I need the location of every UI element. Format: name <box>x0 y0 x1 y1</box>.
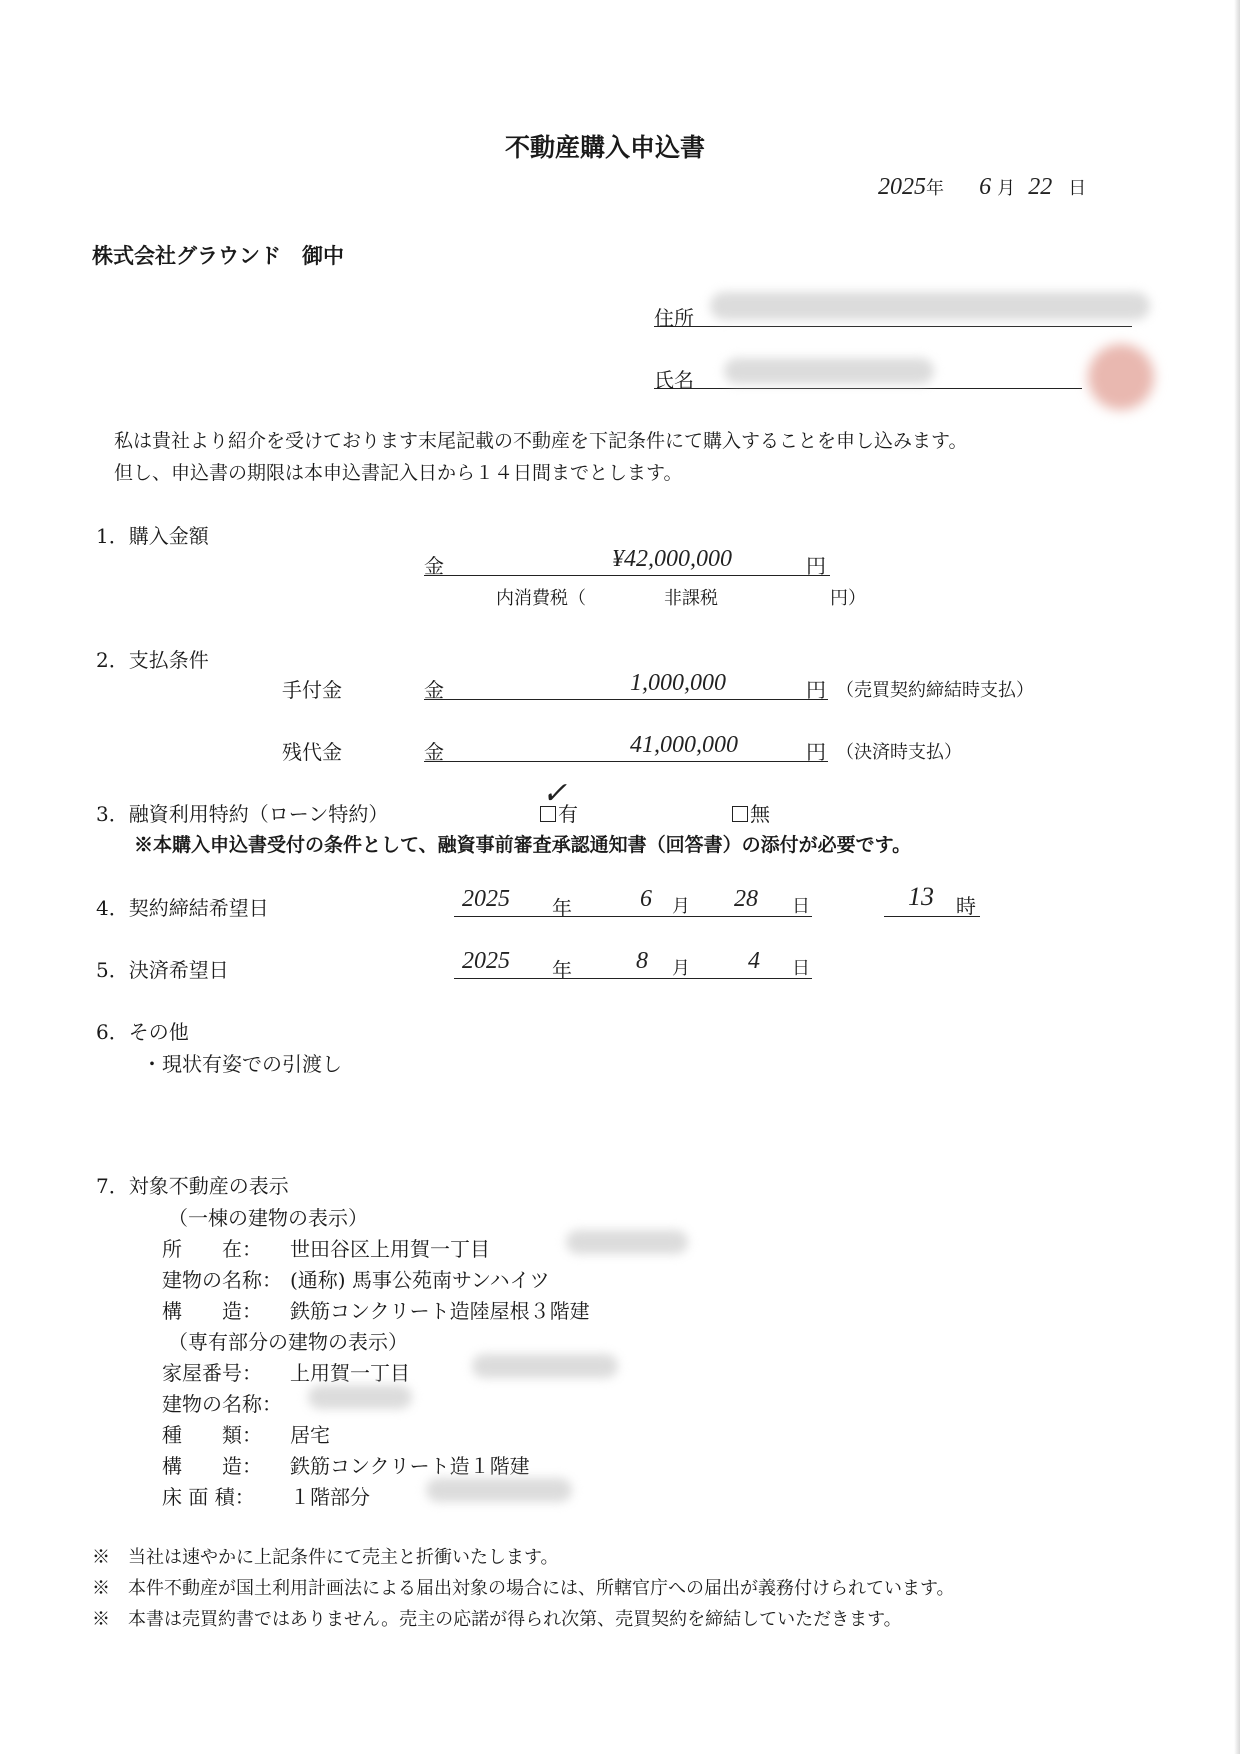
tax-close: 円） <box>830 588 866 609</box>
settlement-year-unit: 年 <box>552 958 572 982</box>
loan-note: ※本購入申込書受付の条件として、融資事前審査承認通知書（回答書）の添付が必要です。 <box>134 834 912 856</box>
intro-line-1: 私は貴社より紹介を受けております末尾記載の不動産を下記条件にて購入することを申し込みます。 <box>114 430 968 452</box>
deposit-label: 手付金 <box>282 678 342 702</box>
building-name-value: (通称) 馬事公苑南サンハイツ <box>290 1268 550 1292</box>
redacted-unit-name <box>308 1385 412 1409</box>
section-6-heading: 6．その他 <box>96 1020 189 1044</box>
section-4-heading: 4．契約締結希望日 <box>96 896 269 920</box>
unit-structure-label: 構 造： <box>162 1454 262 1478</box>
checkbox-no <box>732 806 748 822</box>
building-structure-value: 鉄筋コンクリート造陸屋根３階建 <box>290 1299 590 1323</box>
contract-year: 2025 <box>462 886 510 912</box>
unit-structure-value: 鉄筋コンクリート造１階建 <box>290 1454 530 1478</box>
document-title: 不動産購入申込書 <box>504 133 705 162</box>
unit-name-label: 建物の名称： <box>162 1392 282 1416</box>
redacted-location <box>566 1230 688 1254</box>
date-day: 22 <box>1028 174 1053 200</box>
address-underline <box>654 326 1132 327</box>
building-subheading: （一棟の建物の表示） <box>168 1206 368 1230</box>
contract-hour-underline <box>884 916 980 917</box>
page-edge <box>1234 0 1240 1754</box>
balance-unit: 円 <box>806 740 826 764</box>
loan-option-yes-label: 有 <box>558 802 578 826</box>
house-number-value: 上用賀一丁目 <box>290 1361 410 1385</box>
section-1-heading: 1．購入金額 <box>96 524 209 548</box>
date-year: 2025 <box>878 174 926 200</box>
date-year-unit: 年 <box>926 178 944 199</box>
application-date <box>878 174 1086 201</box>
tax-value: 非課税 <box>664 588 718 609</box>
footnote-1: ※ 当社は速やかに上記条件にて売主と折衝いたします。 <box>92 1547 559 1568</box>
settlement-date-underline <box>454 978 812 979</box>
unit-subheading: （専有部分の建物の表示） <box>168 1330 408 1354</box>
deposit-note: （売買契約締結時支払） <box>836 680 1034 701</box>
loan-option-no-label: 無 <box>750 802 770 826</box>
date-day-unit: 日 <box>1068 178 1087 199</box>
contract-day-unit: 日 <box>792 896 810 917</box>
date-month-unit: 月 <box>997 178 1016 199</box>
price-underline <box>424 575 830 576</box>
deposit-prefix: 金 <box>424 678 444 702</box>
settlement-day-unit: 日 <box>792 958 810 979</box>
seal-stamp <box>1088 344 1154 410</box>
settlement-year: 2025 <box>462 948 510 974</box>
check-mark: ✓ <box>542 777 568 810</box>
contract-date-underline <box>454 916 812 917</box>
section-5-heading: 5．決済希望日 <box>96 958 229 982</box>
deposit-unit: 円 <box>806 678 826 702</box>
address-label: 住所 <box>654 306 694 330</box>
section-2-heading: 2．支払条件 <box>96 648 209 672</box>
balance-underline <box>424 761 828 762</box>
redacted-address <box>710 292 1150 320</box>
balance-prefix: 金 <box>424 740 444 764</box>
contract-hour-unit: 時 <box>956 894 976 918</box>
contract-month: 6 <box>640 886 652 912</box>
building-name-label: 建物の名称： <box>162 1268 282 1292</box>
building-location-label: 所 在： <box>162 1237 262 1261</box>
house-number-label: 家屋番号： <box>162 1361 262 1385</box>
name-underline <box>654 388 1082 389</box>
balance-note: （決済時支払） <box>836 742 962 763</box>
unit-type-label: 種 類： <box>162 1423 262 1447</box>
date-month: 6 <box>979 174 992 200</box>
footnote-3: ※ 本書は売買約書ではありません。売主の応諾が得られ次第、売買契約を締結していただきます。 <box>92 1609 902 1630</box>
deposit-amount: 1,000,000 <box>630 670 726 696</box>
tax-open: 内消費税（ <box>496 588 586 609</box>
floor-area-label: 床 面 積： <box>162 1485 255 1509</box>
redacted-house-number <box>472 1354 618 1378</box>
deposit-underline <box>424 699 828 700</box>
section-7-heading: 7．対象不動産の表示 <box>96 1174 289 1198</box>
price-prefix: 金 <box>424 554 444 578</box>
footnote-2: ※ 本件不動産が国土利用計画法による届出対象の場合には、所轄官庁への届出が義務付けられています。 <box>92 1578 955 1599</box>
redacted-name <box>724 358 934 384</box>
price-amount: ¥42,000,000 <box>612 546 732 572</box>
contract-year-unit: 年 <box>552 896 572 920</box>
settlement-month-unit: 月 <box>672 958 690 979</box>
price-unit: 円 <box>806 554 826 578</box>
contract-hour: 13 <box>908 882 934 911</box>
settlement-month: 8 <box>636 948 648 974</box>
settlement-day: 4 <box>748 948 760 974</box>
loan-option-no <box>732 798 770 827</box>
redacted-floor-area <box>426 1478 572 1502</box>
building-structure-label: 構 造： <box>162 1299 262 1323</box>
floor-area-value: １階部分 <box>290 1485 370 1509</box>
contract-month-unit: 月 <box>672 896 690 917</box>
section-3-heading: 3．融資利用特約（ローン特約） <box>96 802 389 826</box>
unit-type-value: 居宅 <box>290 1423 330 1447</box>
name-label: 氏名 <box>654 368 694 392</box>
building-location-value: 世田谷区上用賀一丁目 <box>290 1237 490 1261</box>
other-item: ・現状有姿での引渡し <box>142 1052 342 1076</box>
addressee: 株式会社グラウンド 御中 <box>92 243 344 268</box>
balance-label: 残代金 <box>282 740 342 764</box>
contract-day: 28 <box>734 886 758 912</box>
intro-line-2: 但し、申込書の期限は本申込書記入日から１４日間までとします。 <box>114 462 683 484</box>
balance-amount: 41,000,000 <box>630 732 738 758</box>
